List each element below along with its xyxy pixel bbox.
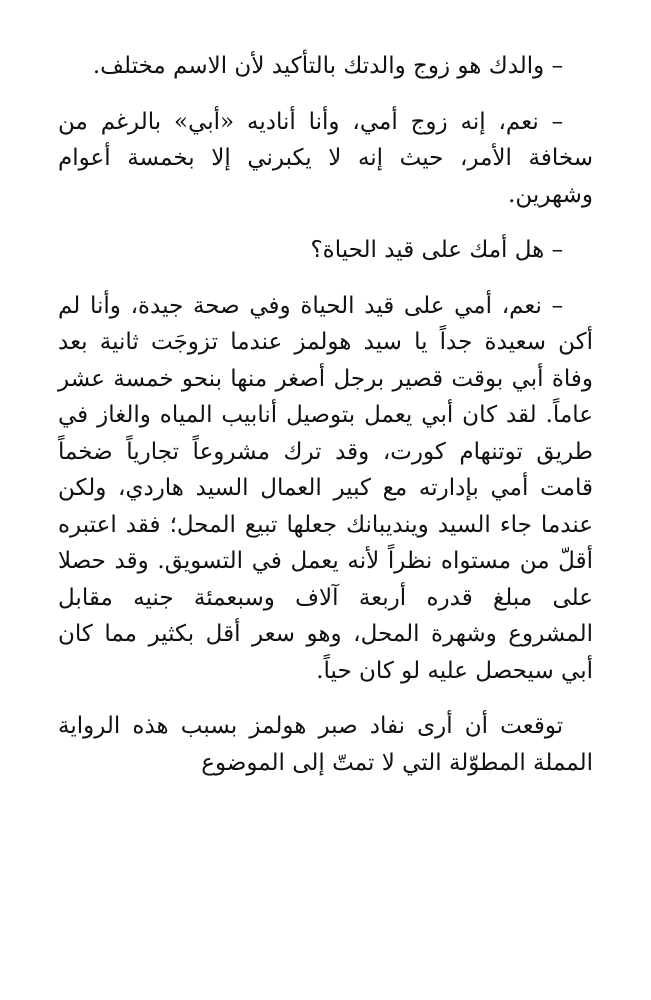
paragraph-3: – هل أمك على قيد الحياة؟ <box>310 237 564 263</box>
paragraph-1: – والدك هو زوج والدتك بالتأكيد لأن الاسم مختلف. <box>92 53 564 79</box>
paragraph-5: توقعت أن أرى نفاد صبر هولمز بسبب هذه الرواية المملة المطوّلة التي لا تمتّ إلى الموضوع <box>58 713 593 776</box>
paragraph-4: – نعم، أمي على قيد الحياة وفي صحة جيدة، وأنا لم أكن سعيدة جداً يا سيد هولمز عندما تزوجَت ثانية بعد وفاة أبي بوقت قصير برجل أصغر منها بنحو خمسة عشر عاماً. لقد كان أبي يعمل بتوصيل أنابيب المياه والغاز في طريق توتنهام كورت، وقد ترك مشروعاً تجارياً ضخماً قامت أمي بإدارته مع كبير العمال السيد هاردي، ولكن عندما جاء السيد وينديبانك جعلها تبيع المحل؛ فقد اعتبره أقلّ من مستواه نظراً لأنه يعمل في التسويق. وقد حصلا على مبلغ قدره أربعة آلاف وسبعمئة جنيه مقابل المشروع وشهرة المحل، وهو سعر أقل بكثير مما كان أبي سيحصل عليه لو كان حياً. <box>58 292 593 684</box>
paragraph-2: – نعم، إنه زوج أمي، وأنا أناديه «أبي» بالرغم من سخافة الأمر، حيث إنه لا يكبرني إلا بخمسة أعوام وشهرين. <box>58 108 593 208</box>
